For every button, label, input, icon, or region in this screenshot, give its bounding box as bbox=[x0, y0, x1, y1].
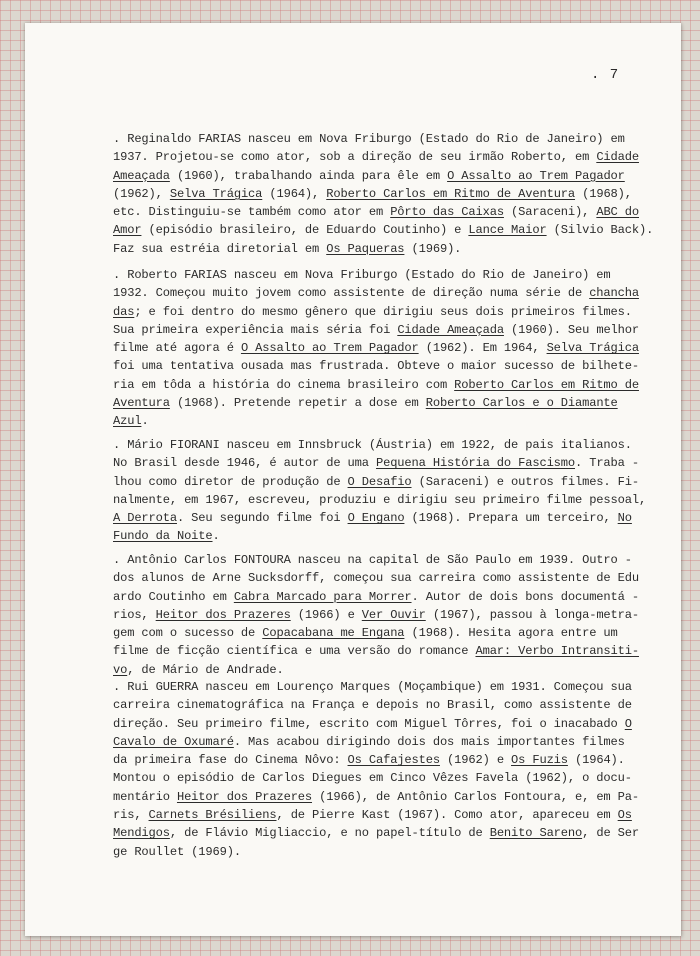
text-line bbox=[113, 624, 653, 642]
text-segment: Faz sua estréia diretorial em bbox=[113, 241, 327, 256]
text-segment: carreira cinematográfica na França e depois no Brasil, como assistente de bbox=[113, 698, 632, 713]
underlined-title: Carnets Brésiliens bbox=[148, 808, 277, 823]
text-line bbox=[113, 769, 653, 787]
text-line bbox=[113, 551, 653, 569]
underlined-title: O bbox=[624, 716, 632, 731]
underlined-title: Cavalo de Oxumaré bbox=[113, 734, 234, 749]
underlined-title: Roberto Carlos em Ritmo de bbox=[454, 377, 639, 392]
text-segment: . bbox=[212, 529, 220, 544]
text-segment: . Reginaldo FARIAS nasceu em Nova Friburgo (Estado do Rio de Janeiro) em bbox=[113, 132, 625, 146]
text-line bbox=[113, 606, 653, 624]
underlined-title: Cidade Ameaçada bbox=[397, 322, 504, 337]
text-line bbox=[113, 454, 653, 472]
text-segment: Sua primeira experiência mais séria foi bbox=[113, 322, 398, 337]
text-segment: . Seu segundo filme foi bbox=[176, 511, 348, 526]
text-segment: (1966), de Antônio Carlos Fontoura, e, em Pa- bbox=[312, 789, 639, 804]
text-line bbox=[113, 843, 653, 861]
text-line bbox=[113, 185, 653, 203]
text-segment: (Silvio Back). bbox=[546, 223, 654, 238]
text-segment: . bbox=[141, 414, 149, 429]
text-segment: ge Roullet (1969). bbox=[113, 844, 241, 859]
text-segment: (Saraceni), bbox=[503, 205, 597, 220]
text-line bbox=[113, 806, 653, 824]
text-segment: (1966) e bbox=[290, 607, 362, 622]
text-line bbox=[113, 678, 653, 696]
text-line bbox=[113, 339, 653, 357]
typed-page bbox=[25, 23, 681, 936]
text-segment: . Rui GUERRA nasceu em Lourenço Marques (Moçambique) em 1931. Começou sua bbox=[113, 680, 632, 694]
text-line bbox=[113, 569, 653, 587]
underlined-title: No bbox=[617, 511, 632, 526]
text-segment: (1960), trabalhando ainda para êle em bbox=[169, 168, 448, 183]
underlined-title: ABC do bbox=[596, 205, 639, 220]
underlined-title: Os Cafajestes bbox=[347, 753, 440, 768]
text-line bbox=[113, 394, 653, 412]
text-segment: . Autor de dois bons documentá - bbox=[411, 589, 639, 604]
text-line bbox=[113, 284, 653, 302]
underlined-title: chancha bbox=[589, 286, 639, 301]
underlined-title: Ameaçada bbox=[113, 168, 170, 183]
underlined-title: Selva Trágica bbox=[169, 186, 263, 201]
text-segment: lhou como diretor de produção de bbox=[113, 474, 348, 489]
underlined-title: Fundo da Noite bbox=[113, 529, 213, 544]
underlined-title: Benito Sareno bbox=[489, 826, 583, 841]
text-segment: . Traba - bbox=[575, 456, 639, 471]
underlined-title: O Engano bbox=[347, 511, 405, 526]
text-line bbox=[113, 824, 653, 842]
text-line bbox=[113, 203, 653, 221]
text-segment: (1962), bbox=[113, 186, 170, 201]
text-segment: . Antônio Carlos FONTOURA nasceu na capital de São Paulo em 1939. Outro - bbox=[113, 553, 632, 567]
underlined-title: Copacabana me Engana bbox=[262, 626, 405, 641]
bio-paragraph-roberto-farias bbox=[113, 266, 653, 431]
text-segment: , de Flávio Migliaccio, e no papel-título de bbox=[169, 826, 490, 841]
underlined-title: Pôrto das Caixas bbox=[390, 205, 504, 220]
text-segment: (1960). Seu melhor bbox=[503, 322, 639, 337]
underlined-title: Pequena História do Fascismo bbox=[375, 456, 575, 471]
text-line bbox=[113, 527, 653, 545]
text-line bbox=[113, 240, 653, 258]
text-line bbox=[113, 642, 653, 660]
text-segment: ; e foi dentro do mesmo gênero que dirigiu seus dois primeiros filmes. bbox=[134, 304, 632, 319]
text-line bbox=[113, 509, 653, 527]
underlined-title: O Assalto ao Trem Pagador bbox=[240, 341, 419, 356]
underlined-title: Heitor dos Prazeres bbox=[155, 607, 291, 622]
text-segment: (1968). Pretende repetir a dose em bbox=[169, 396, 426, 411]
text-line bbox=[113, 436, 653, 454]
text-line bbox=[113, 130, 653, 148]
underlined-title: Selva Trágica bbox=[546, 341, 639, 356]
text-segment: (1964). bbox=[567, 753, 625, 768]
text-segment: etc. Distinguiu-se também como ator em bbox=[113, 205, 391, 220]
text-line bbox=[113, 167, 653, 185]
text-segment: rios, bbox=[113, 607, 156, 622]
text-segment: Montou o episódio de Carlos Diegues em Cinco Vêzes Favela (1962), o docu- bbox=[113, 771, 632, 786]
text-segment: 1937. Projetou-se como ator, sob a direção de seu irmão Roberto, em bbox=[113, 150, 597, 165]
text-segment: , de Mário de Andrade. bbox=[127, 662, 284, 677]
text-line bbox=[113, 321, 653, 339]
text-line bbox=[113, 357, 653, 375]
underlined-title: Cabra Marcado para Morrer bbox=[233, 589, 412, 604]
text-segment: (1962). Em 1964, bbox=[418, 341, 547, 356]
underlined-title: Azul bbox=[113, 414, 142, 429]
bio-paragraph-mario-fiorani bbox=[113, 436, 653, 546]
bio-paragraph-reginaldo-farias bbox=[113, 130, 653, 258]
text-line bbox=[113, 715, 653, 733]
underlined-title: Cidade bbox=[596, 150, 639, 165]
underlined-title: Os bbox=[617, 808, 632, 823]
underlined-title: Heitor dos Prazeres bbox=[176, 789, 313, 804]
text-line bbox=[113, 661, 653, 679]
text-segment: ardo Coutinho em bbox=[113, 589, 234, 604]
text-segment: , de Pierre Kast (1967). Como ator, apareceu em bbox=[276, 808, 618, 823]
text-segment: foi uma tentativa ousada mas frustrada. Obteve o maior sucesso de bilhete- bbox=[113, 359, 639, 374]
underlined-title: O Assalto ao Trem Pagador bbox=[447, 168, 625, 183]
text-segment: direção. Seu primeiro filme, escrito com Miguel Tôrres, foi o inacabado bbox=[113, 716, 625, 731]
text-line bbox=[113, 412, 653, 430]
underlined-title: vo bbox=[113, 662, 128, 677]
text-line bbox=[113, 221, 653, 239]
text-line bbox=[113, 376, 653, 394]
text-segment: (1968), bbox=[575, 186, 632, 201]
text-line bbox=[113, 148, 653, 166]
underlined-title: das bbox=[113, 304, 135, 319]
text-segment: (episódio brasileiro, de Eduardo Coutinho) e bbox=[141, 223, 469, 238]
underlined-title: Roberto Carlos e o Diamante bbox=[425, 396, 618, 411]
underlined-title: Lance Maior bbox=[468, 223, 547, 238]
bio-paragraph-rui-guerra bbox=[113, 678, 653, 861]
text-segment: (1962) e bbox=[439, 753, 512, 768]
text-segment: . Roberto FARIAS nasceu em Nova Friburgo (Estado do Rio de Janeiro) em bbox=[113, 268, 611, 282]
underlined-title: Aventura bbox=[113, 396, 170, 411]
text-segment: (Saraceni) e outros filmes. Fi- bbox=[411, 474, 639, 489]
text-line bbox=[113, 473, 653, 491]
text-segment: nalmente, em 1967, escreveu, produziu e dirigiu seu primeiro filme pessoal, bbox=[113, 492, 647, 507]
underlined-title: Mendigos bbox=[113, 826, 170, 841]
underlined-title: Amar: Verbo Intransiti- bbox=[475, 644, 639, 659]
text-segment: filme até agora é bbox=[113, 341, 241, 356]
text-line bbox=[113, 491, 653, 509]
underlined-title: Os Fuzis bbox=[511, 753, 568, 768]
text-segment: da primeira fase do Cinema Nôvo: bbox=[113, 753, 348, 768]
text-segment: (1967), passou à longa-metra- bbox=[425, 607, 639, 622]
text-segment: 1932. Começou muito jovem como assistente de direção numa série de bbox=[113, 286, 590, 301]
text-line bbox=[113, 266, 653, 284]
text-line bbox=[113, 303, 653, 321]
text-segment: filme de ficção científica e uma versão do romance bbox=[113, 644, 476, 659]
text-segment: . Mário FIORANI nasceu em Innsbruck (Áustria) em 1922, de pais italianos. bbox=[113, 438, 632, 452]
underlined-title: Os Paqueras bbox=[326, 241, 405, 256]
text-line bbox=[113, 788, 653, 806]
text-line bbox=[113, 733, 653, 751]
underlined-title: Amor bbox=[113, 223, 142, 238]
text-line bbox=[113, 588, 653, 606]
underlined-title: Ver Ouvir bbox=[361, 607, 426, 622]
text-segment: ris, bbox=[113, 808, 149, 823]
text-segment: (1969). bbox=[404, 241, 462, 256]
bio-paragraph-antonio-carlos-fontoura bbox=[113, 551, 653, 679]
text-segment: (1968). Prepara um terceiro, bbox=[404, 511, 618, 526]
page-number: . 7 bbox=[591, 67, 620, 83]
text-segment: No Brasil desde 1946, é autor de uma bbox=[113, 456, 376, 471]
text-line bbox=[113, 751, 653, 769]
underlined-title: Roberto Carlos em Ritmo de Aventura bbox=[326, 186, 576, 201]
text-segment: ria em tôda a história do cinema brasileiro com bbox=[113, 377, 455, 392]
underlined-title: A Derrota bbox=[113, 511, 177, 526]
text-segment: (1964), bbox=[262, 186, 327, 201]
text-segment: . Mas acabou dirigindo dois dos mais importantes filmes bbox=[233, 734, 625, 749]
text-segment: , de Ser bbox=[582, 826, 639, 841]
underlined-title: O Desafio bbox=[347, 474, 412, 489]
text-segment: mentário bbox=[113, 789, 177, 804]
text-line bbox=[113, 696, 653, 714]
text-segment: gem com o sucesso de bbox=[113, 626, 263, 641]
text-segment: dos alunos de Arne Sucksdorff, começou sua carreira como assistente de Edu bbox=[113, 571, 639, 586]
text-segment: (1968). Hesita agora entre um bbox=[404, 626, 618, 641]
